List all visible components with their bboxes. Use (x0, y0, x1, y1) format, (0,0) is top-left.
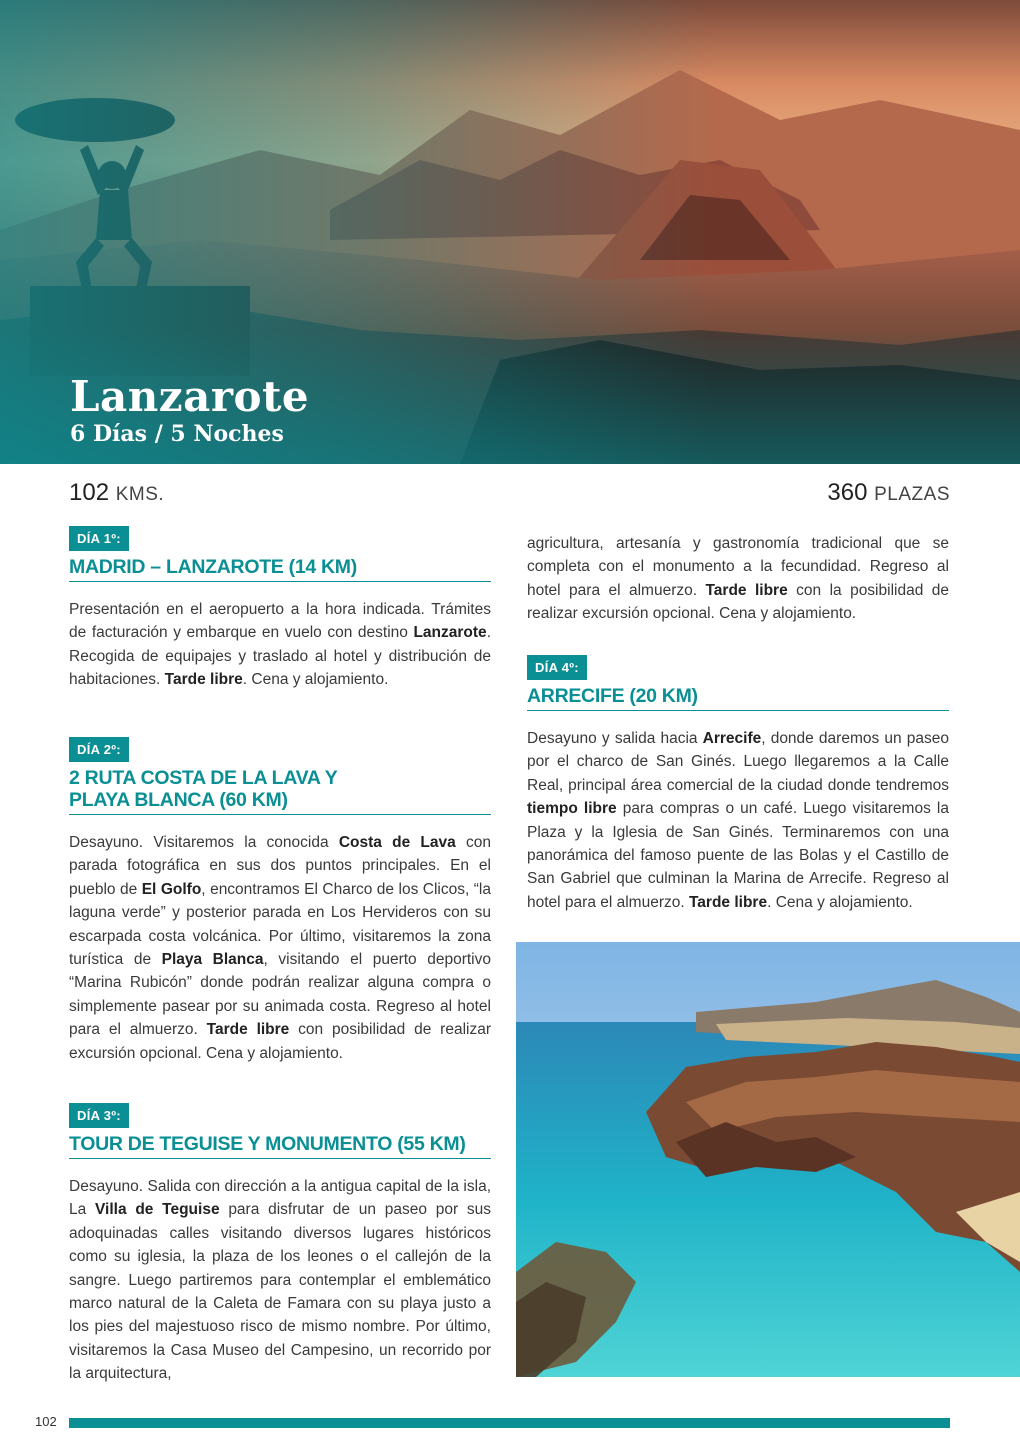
highlighted-text: Tarde libre (705, 581, 788, 599)
footer-bar (69, 1418, 950, 1428)
text-segment: con parada fotográfica en sus dos puntos principales. En el pueblo de (69, 834, 491, 898)
title-underline (69, 814, 491, 815)
day-description (69, 831, 491, 1065)
text-segment: para compras o un café. Luego visitaremos la Plaza y la Iglesia de San Ginés. Terminaremos con una panorámica del famoso puente de las Bolas y el Castillo de San Gabriel que culminan la Marina de Arrecife. Regreso al hotel para el almuerzo. (527, 800, 949, 911)
highlighted-text: Costa de Lava (338, 834, 456, 851)
text-segment: . Cena y alojamiento. (767, 893, 913, 911)
page-number: 102 (35, 1414, 57, 1429)
text-segment: con posibilidad de realizar excursión opcional. Cena y alojamiento. (69, 1021, 491, 1062)
day-badge: DÍA 2º: (69, 737, 129, 762)
text-segment: , visitando el puerto deportivo “Marina Rubicón” donde podrán realizar alguna compra o simplemente pasear por su animada costa. Regreso al hotel para el almuerzo. (69, 951, 491, 1039)
day-3-continuation (527, 516, 949, 626)
day-badge: DÍA 3º: (69, 1103, 129, 1128)
hero-title: Lanzarote (70, 372, 310, 421)
text-segment: con la posibilidad de realizar excursión opcional. Cena y alojamiento. (527, 581, 949, 623)
text-segment: Desayuno y salida hacia (527, 730, 703, 747)
text-segment: para disfrutar de un paseo por sus adoquinadas calles visitando diversos lugares históricos como su iglesia, la plaza de los leones o el callejón de la sangre. Luego partiremos para contemplar el emblemático marco natural de la Caleta de Famara con su playa justo a los pies del majestuoso risco de mismo nombre. Por último, visitaremos la Casa Museo del Campesino, un recorrido por la arquitectura, (69, 1201, 491, 1383)
text-segment: , donde daremos un paseo por el charco de San Ginés. Luego llegaremos a la Calle Real, principal área comercial de la ciudad donde tendremos (527, 730, 949, 794)
text-segment: Presentación en el aeropuerto a la hora indicada. Trámites de facturación y embarque en vuelo con destino (69, 601, 491, 642)
day-badge: DÍA 4º: (527, 655, 587, 680)
text-segment: , encontramos El Charco de los Clicos, “la laguna verde” y posterior parada en Los Hervideros con su escarpada costa volcánica. Por último, visitaremos la zona turística de (69, 880, 491, 969)
day-3-section (69, 1103, 491, 1386)
highlighted-text: Tarde libre (688, 893, 768, 911)
highlighted-text: Villa de Teguise (94, 1201, 220, 1219)
text-segment: agricultura, artesanía y gastronomía tradicional que se completa con el monumento a la fecundidad. Regreso al hotel para el almuerzo. (527, 535, 949, 599)
text-segment: Desayuno. Salida con dirección a la antigua capital de la isla, La (69, 1178, 491, 1219)
hero-banner (0, 0, 1020, 464)
highlighted-text: Lanzarote (413, 624, 487, 642)
text-segment: Desayuno. Visitaremos la conocida (69, 834, 339, 851)
day-description-continued (527, 532, 949, 626)
day-2-section (69, 737, 491, 1065)
day-title: 2 RUTA COSTA DE LA LAVA Y PLAYA BLANCA (60 KM) (69, 767, 338, 811)
highlighted-text: Tarde libre (164, 671, 243, 689)
distance-value: 102 (69, 479, 110, 506)
day-title: TOUR DE TEGUISE Y MONUMENTO (55 KM) (69, 1133, 491, 1159)
day-4-section (527, 655, 949, 914)
highlighted-text: tiempo libre (527, 800, 617, 818)
distance-unit: KMS. (115, 484, 165, 505)
day-1-section (69, 526, 491, 692)
seats-unit: PLAZAS (874, 484, 950, 505)
hero-subtitle: 6 Días / 5 Noches (70, 421, 284, 447)
highlighted-text: Playa Blanca (161, 951, 264, 969)
highlighted-text: Tarde libre (206, 1021, 290, 1039)
text-segment: . Recogida de equipajes y traslado al hotel y distribución de habitaciones. (69, 624, 491, 689)
seats-stat (827, 479, 950, 507)
text-segment: . Cena y alojamiento. (242, 671, 389, 689)
papagayo-beach-photo (516, 942, 1020, 1377)
day-description (527, 727, 949, 914)
day-badge: DÍA 1º: (69, 526, 129, 551)
highlighted-text: Arrecife (702, 730, 762, 747)
highlighted-text: El Golfo (141, 880, 202, 898)
seats-value: 360 (827, 479, 868, 506)
day-description (69, 598, 491, 692)
day-title: ARRECIFE (20 KM) (527, 685, 949, 711)
coast-photo (516, 942, 1020, 1377)
day-description (69, 1175, 491, 1386)
day-title: MADRID – LANZAROTE (14 KM) (69, 556, 491, 582)
distance-stat (69, 479, 164, 507)
